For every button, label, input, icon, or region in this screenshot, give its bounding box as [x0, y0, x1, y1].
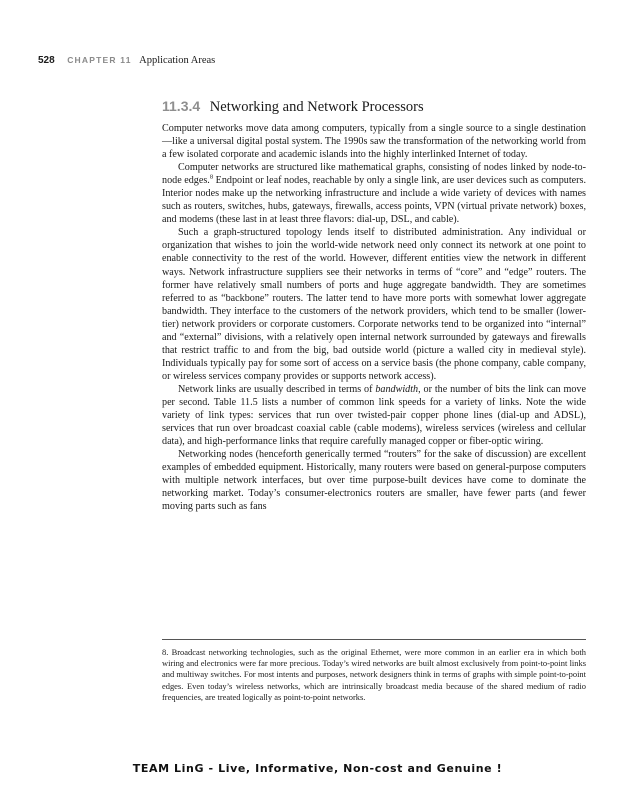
paragraph-text: Computer networks move data among computers, typically from a single source to a single destination—like a universal digital postal system. The 1990s saw the transformation of the networking world from a few isolated corporate and academic islands into the highly interlinked Internet of today. — [162, 123, 586, 161]
page-number: 528 — [38, 55, 55, 66]
paragraph-text: Such a graph-structured topology lends itself to distributed administration. Any individual or organization that wishes to join the world-wide network need only connect its network at one point to enable connectivity to the rest of the world. However, different entities view the network in different ways. Network infrastructure suppliers see their networks in terms of “core” and “edge” routers. The former have relatively small numbers of ports and huge aggregate bandwidth. They are sometimes referred to as “backbone” routers. The latter tend to have more ports with somewhat lower aggregate bandwidth. They interface to the customers of the network providers, which tend to be smaller (lower-tier) network providers or corporate customers. Corporate networks tend to be organized into “internal” and “external” divisions, with a relatively open internal network surrounded by gateways and firewalls that restrict traffic to and from the big, bad outside world (picture a walled city in medieval style). Individuals typically pay for some sort of access on a service basis (the phone company, cable company, or wireless services company provides or supports network access). — [162, 227, 586, 382]
emphasis-term: bandwidth — [375, 383, 419, 395]
footnote-divider — [162, 639, 586, 640]
chapter-title: Application Areas — [139, 55, 216, 66]
paragraph-5 — [162, 448, 586, 513]
paragraph-1 — [162, 122, 586, 161]
paragraph-text: Networking nodes (henceforth generically termed “routers” for the sake of discussion) are excellent examples of embedded equipment. Historically, many routers were based on general-purpose computers with multiple network interfaces, but over time purpose-built devices have come to dominate the networking market. Today’s consumer-electronics routers are smaller, have fewer parts (and fewer moving parts such as fans — [162, 449, 586, 513]
paragraph-text: Network links are usually described in terms of — [178, 383, 376, 395]
paragraph-text: Computer networks are structured like mathematical graphs, consisting of nodes linked by node-to-node edges. — [162, 162, 586, 187]
footnote-text: 8. Broadcast networking technologies, such as the original Ethernet, were more common in an earlier era in which both wiring and electronics were far more precious. Today’s wired networks are built almost exclusively from point-to-point links and multiway switches. For most intents and purposes, network designers think in terms of graphs with simple point-to-point edges. Even today’s wireless networks, which are intrinsically broadcast media because of the shared medium of radio frequencies, are treated logically as point-to-point networks. — [162, 647, 586, 702]
footnote — [162, 647, 586, 703]
section-heading — [162, 97, 424, 116]
running-head — [38, 54, 215, 67]
chapter-label: CHAPTER 11 — [67, 55, 132, 65]
watermark-text: TEAM LinG - Live, Informative, Non-cost and Genuine ! — [132, 762, 503, 775]
footnote-reference: 8 — [209, 173, 214, 181]
section-number: 11.3.4 — [162, 98, 201, 114]
paragraph-3 — [162, 226, 586, 383]
paragraph-text: , or the number of bits the link can move per second. Table 11.5 lists a number of common link speeds for a variety of links. Note the wide variety of link types: services that run over twisted-pair copper phone lines (dial-up and ADSL), services that run over broadcast coaxial cable (cable modems), wireless services (wireless and cellular data), and high-performance links that require carefully managed copper or fiber-optic wiring. — [162, 383, 586, 448]
body-text — [162, 122, 586, 513]
section-title: Networking and Network Processors — [209, 99, 424, 115]
paragraph-2 — [162, 161, 586, 226]
paragraph-4 — [162, 383, 586, 448]
paragraph-text: Endpoint or leaf nodes, reachable by only a single link, are user devices such as computers. Interior nodes make up the networking infrastructure and include a wide variety of devices with names such as routers, switches, hubs, gateways, firewalls, access points, VPN (virtual private network) boxes, and modems (these last in at least three flavors: dial-up, DSL, and cable). — [162, 175, 586, 226]
